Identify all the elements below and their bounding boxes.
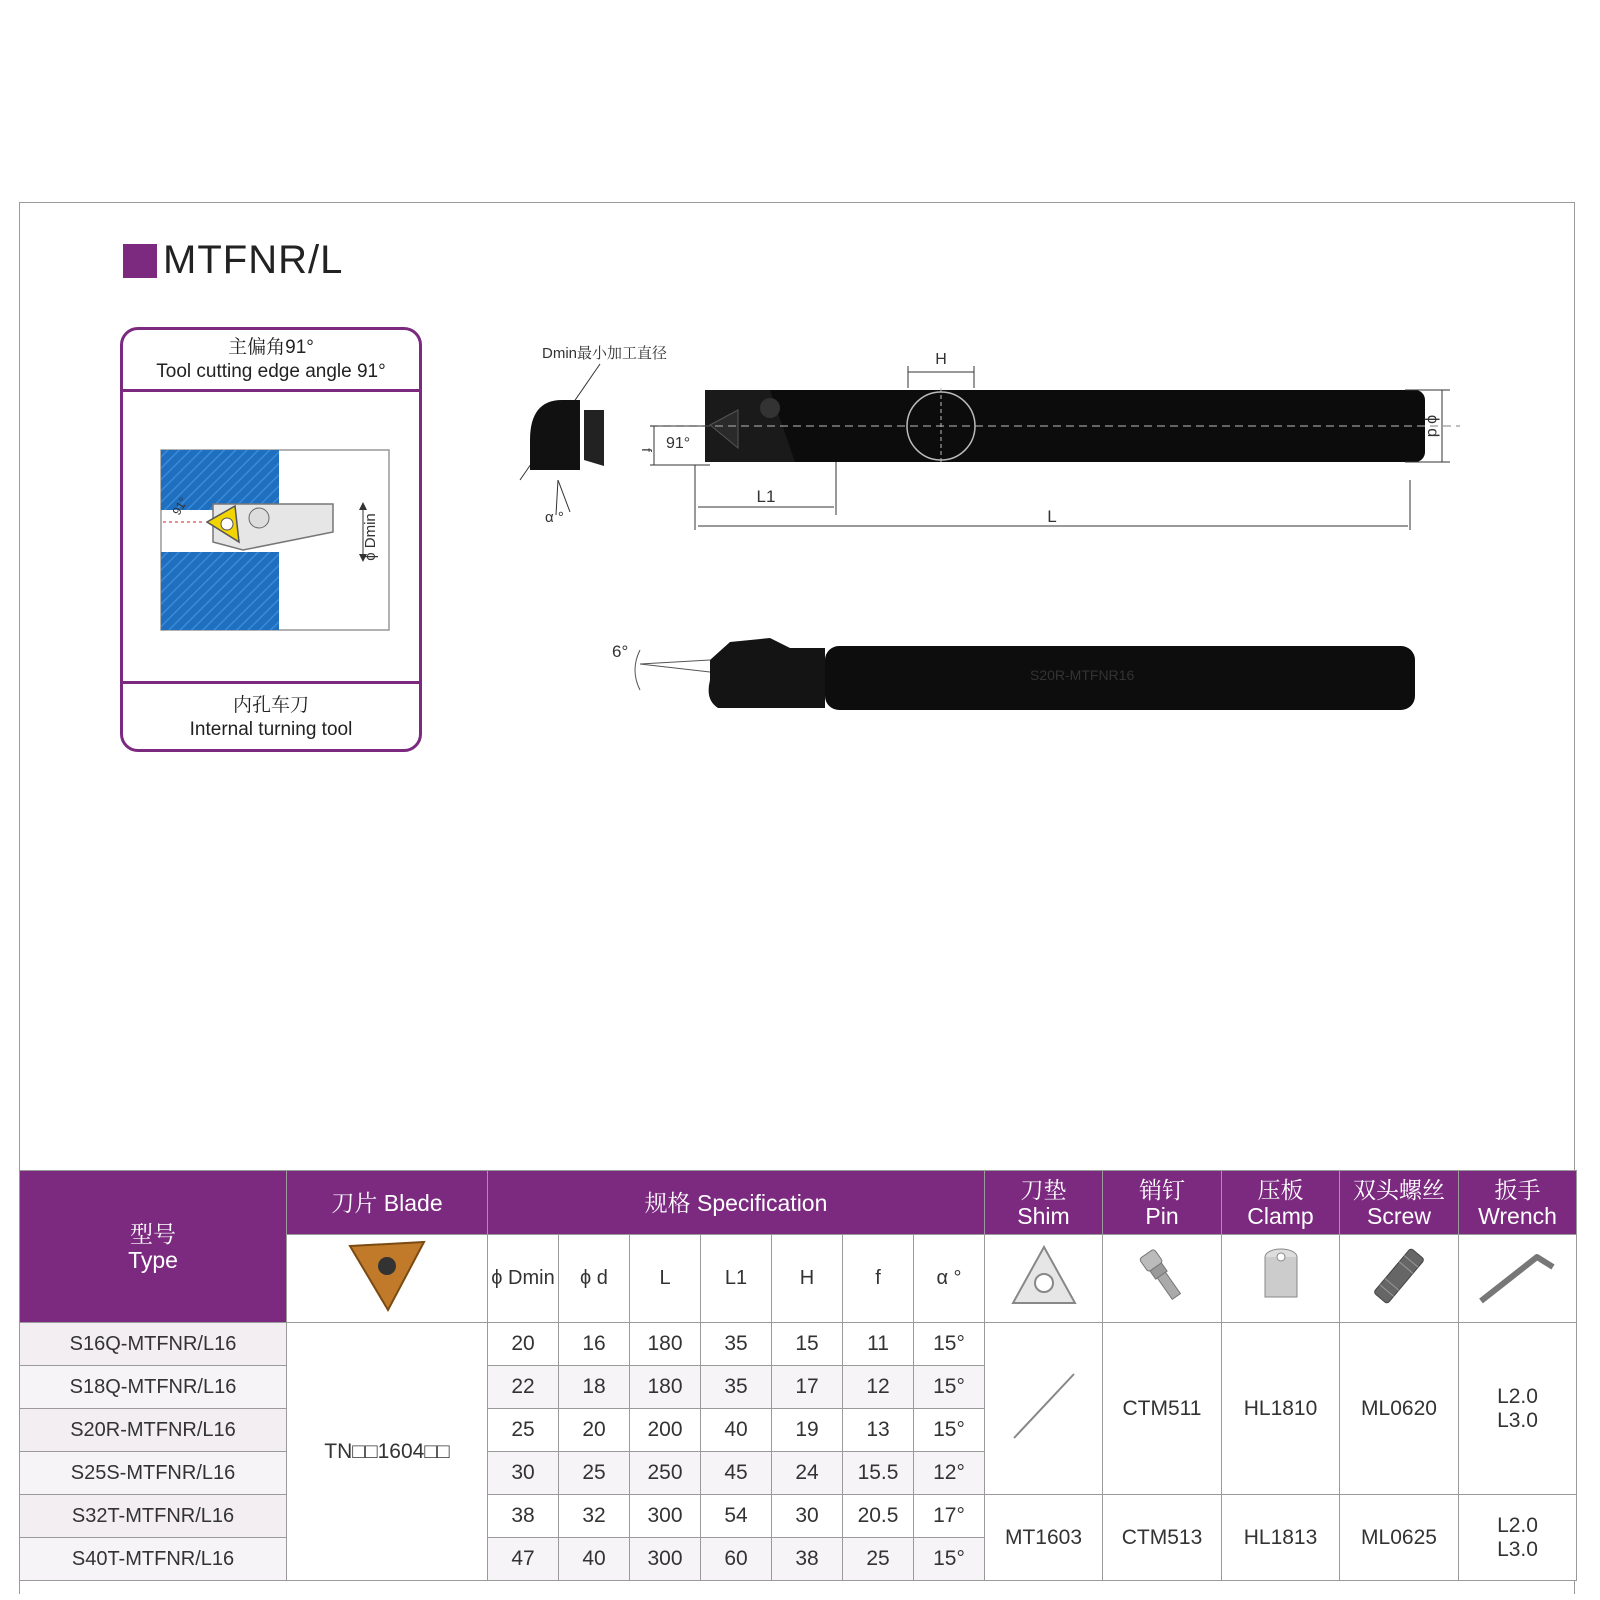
shim-header: 刀垫 Shim: [985, 1171, 1103, 1235]
spec-table: [19, 1170, 1577, 1581]
pin-value-group1: CTM511: [1103, 1323, 1222, 1495]
title-square-icon: [123, 244, 157, 278]
shim-value-group1: [985, 1323, 1103, 1495]
info-bottom-cn: 内孔车刀: [232, 695, 309, 716]
table-row: S40T-MTFNR/L16 47 40 300 60 38 25 15°: [20, 1538, 1577, 1581]
table-row: S20R-MTFNR/L16 25 20 200 40 19 13 15°: [20, 1409, 1577, 1452]
screw-header: 双头螺丝 Screw: [1340, 1171, 1459, 1235]
clamp-header: 压板 Clamp: [1222, 1171, 1340, 1235]
dimension-drawing: [500, 330, 1500, 565]
screw-image-cell: [1340, 1235, 1459, 1323]
pin-icon: [1127, 1243, 1197, 1309]
slash-icon: [1004, 1366, 1084, 1446]
pin-header: 销钉 Pin: [1103, 1171, 1222, 1235]
clamp-value-group1: HL1810: [1222, 1323, 1340, 1495]
blade-value: TN□□1604□□: [287, 1323, 488, 1581]
angle-label: 91°: [666, 435, 691, 452]
wrench-header: 扳手 Wrench: [1459, 1171, 1577, 1235]
inset-angle-label: 91°: [169, 494, 191, 518]
page-title: MTFNR/L: [123, 238, 343, 283]
info-bottom: [123, 681, 419, 749]
table-row: S18Q-MTFNR/L16 22 18 180 35 17 12 15°: [20, 1366, 1577, 1409]
shim-image-cell: [985, 1235, 1103, 1323]
tool-dimension-icon: [500, 330, 1500, 560]
inset-dmin-label: ϕ Dmin: [362, 513, 379, 561]
info-top-en: Tool cutting edge angle 91°: [156, 361, 386, 382]
d-label: ϕ d: [1424, 414, 1441, 438]
info-bottom-en: Internal turning tool: [189, 719, 353, 740]
alpha-label: α °: [545, 509, 564, 526]
triangle-insert-icon: [342, 1236, 432, 1316]
wrench-value-group1: L2.0 L3.0: [1459, 1323, 1577, 1495]
table-row: S16Q-MTFNR/L16 TN□□1604□□ 20 16 180 35 15 11 15° CTM511 HL1810 ML0620 L2.0 L3.0: [20, 1323, 1577, 1366]
spec-col-f: f: [843, 1235, 914, 1323]
spec-col-l: L: [630, 1235, 701, 1323]
wrench-image-cell: [1459, 1235, 1577, 1323]
boring-bar-icon: [600, 620, 1450, 730]
blade-header: 刀片 Blade: [287, 1171, 488, 1235]
spec-col-l1: L1: [701, 1235, 772, 1323]
screw-icon: [1364, 1243, 1434, 1309]
spec-col-alpha: α °: [914, 1235, 985, 1323]
angle-info-box: [120, 327, 422, 752]
clamp-icon: [1246, 1243, 1316, 1309]
clamp-image-cell: [1222, 1235, 1340, 1323]
h-label: H: [935, 351, 947, 368]
shim-icon: [1009, 1243, 1079, 1309]
hex-wrench-icon: [1473, 1243, 1563, 1309]
shim-value-group2: MT1603: [985, 1495, 1103, 1581]
spec-col-h: H: [772, 1235, 843, 1323]
wrench-value-group2: L2.0 L3.0: [1459, 1495, 1577, 1581]
l-label: L: [1047, 507, 1057, 526]
pin-value-group2: CTM513: [1103, 1495, 1222, 1581]
screw-value-group1: ML0620: [1340, 1323, 1459, 1495]
f-label: f: [639, 448, 655, 452]
dmin-note: Dmin最小加工直径: [542, 345, 668, 362]
table-row: S25S-MTFNR/L16 30 25 250 45 24 15.5 12°: [20, 1452, 1577, 1495]
bore-inset-icon: [123, 392, 419, 684]
table-row: S32T-MTFNR/L16 38 32 300 54 30 20.5 17° MT1603 CTM513 HL1813 ML0625 L2.0 L3.0: [20, 1495, 1577, 1538]
six-deg-label: 6°: [612, 642, 629, 661]
tool-photo: [600, 620, 1450, 735]
clamp-value-group2: HL1813: [1222, 1495, 1340, 1581]
l1-label: L1: [756, 487, 776, 506]
engraving-label: S20R-MTFNR16: [1030, 667, 1135, 683]
spec-col-d: ϕ d: [559, 1235, 630, 1323]
info-top-cn: 主偏角91°: [228, 337, 314, 358]
blade-image-cell: [287, 1235, 488, 1323]
inset-diagram: [123, 392, 419, 684]
info-top: [123, 330, 419, 392]
spec-col-dmin: ϕ Dmin: [488, 1235, 559, 1323]
pin-image-cell: [1103, 1235, 1222, 1323]
screw-value-group2: ML0625: [1340, 1495, 1459, 1581]
spec-header: 规格 Specification: [488, 1171, 985, 1235]
type-header: 型号 Type: [20, 1171, 287, 1323]
